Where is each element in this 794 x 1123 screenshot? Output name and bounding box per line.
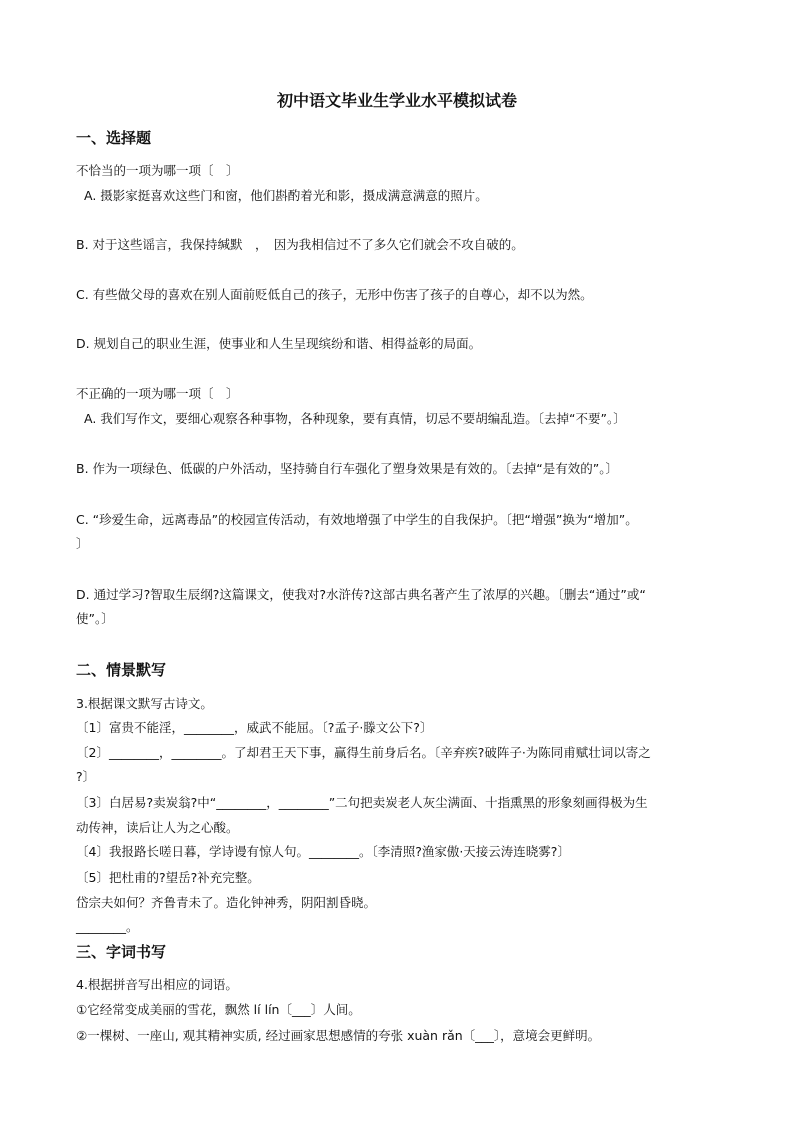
q2-option-d-line1: D. 通过学习?智取生辰纲?这篇课文，使我对?水浒传?这部古典名著产生了浓厚的兴趣。〔删去“通过”或“	[76, 587, 646, 602]
q1-option-c: C. 有些做父母的喜欢在别人面前贬低自己的孩子，无形中伤害了孩子的自尊心，却不以为然。	[76, 287, 593, 302]
recitation-line-3b: 动传神，读后让人为之心酸。	[76, 820, 239, 835]
recitation-line-2b: ?〕	[76, 769, 96, 784]
words-intro: 4.根据拼音写出相应的词语。	[76, 977, 238, 992]
words-item-2: ②一棵树、一座山, 观其精神实质, 经过画家思想感情的夸张 xuàn rǎn〔___〕，意境会更鲜明。	[76, 1028, 601, 1043]
q2-stem: 不正确的一项为哪一项〔 〕	[76, 386, 239, 401]
q1-option-a: A. 摄影家挺喜欢这些门和窗，他们斟酌着光和影，摄成满意满意的照片。	[84, 188, 488, 203]
recitation-line-2a: 〔2〕________，________。了却君王天下事，赢得生前身后名。〔辛弃疾?破阵子·为陈同甫赋壮词以寄之	[76, 745, 651, 760]
recitation-intro: 3.根据课文默写古诗文。	[76, 696, 213, 711]
words-item-1: ①它经常变成美丽的雪花，飘然 lí lín〔___〕人间。	[76, 1002, 361, 1017]
recitation-line-6: 岱宗夫如何？齐鲁青未了。造化钟神秀，阴阳割昏晓。	[76, 895, 377, 910]
q1-stem: 不恰当的一项为哪一项〔 〕	[76, 163, 239, 178]
section-heading-recitation: 二、情景默写	[76, 661, 167, 679]
q1-option-b: B. 对于这些谣言，我保持缄默 ， 因为我相信过不了多久它们就会不攻自破的。	[76, 237, 524, 252]
q2-option-a: A. 我们写作文，要细心观察各种事物，各种现象，要有真情，切忌不要胡编乱造。〔去掉“不要”。〕	[84, 411, 626, 426]
section-heading-words: 三、字词书写	[76, 943, 167, 961]
recitation-line-7: ________。	[76, 919, 139, 934]
q2-option-c-line1: C. “珍爱生命，远离毒品”的校园宣传活动，有效地增强了中学生的自我保护。〔把“增强”换为“增加”。	[76, 512, 638, 527]
q1-option-d: D. 规划自己的职业生涯，使事业和人生呈现缤纷和谐、相得益彰的局面。	[76, 336, 482, 351]
recitation-line-4: 〔4〕我报路长嗟日暮，学诗谩有惊人句。________。〔李清照?渔家傲·天接云涛连晓雾?〕	[76, 844, 570, 859]
q2-option-c-line2: 〕	[76, 536, 89, 551]
recitation-line-3a: 〔3〕白居易?卖炭翁?中“________，________”二句把卖炭老人灰尘满面、十指熏黑的形象刻画得极为生	[76, 795, 648, 810]
section-heading-choice: 一、选择题	[76, 129, 152, 147]
q2-option-d-line2: 使”。〕	[76, 611, 114, 626]
recitation-line-1: 〔1〕富贵不能淫，________，威武不能屈。〔?孟子·滕文公下?〕	[76, 720, 433, 735]
q2-option-b: B. 作为一项绿色、低碳的户外活动，坚持骑自行车强化了塑身效果是有效的。〔去掉“是有效的”。〕	[76, 461, 618, 476]
recitation-line-5: 〔5〕把杜甫的?望岳?补充完整。	[76, 870, 260, 885]
page-title: 初中语文毕业生学业水平模拟试卷	[276, 91, 517, 110]
